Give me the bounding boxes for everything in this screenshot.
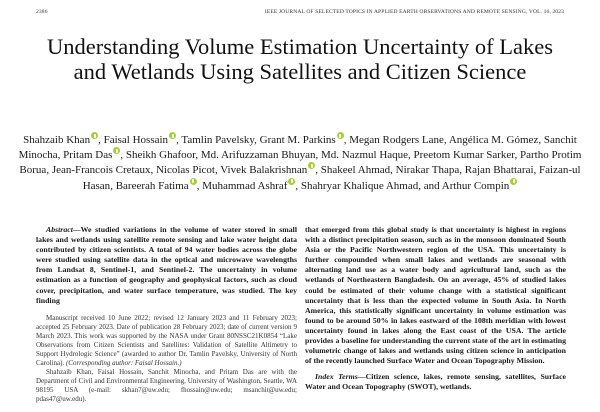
orcid-icon[interactable] — [288, 178, 295, 185]
author-name: Nirakar Thapa — [395, 164, 460, 177]
author-list: Shahzaib Khan , Faisal Hossain , Tamlin Pavelsky, Grant M. Parkins , Megan Rodgers Lane, Angélica M. Gómez, Sanchit Minocha, Pritam Das , Sheikh Ghafoor, Md. Arifuzzaman Bhuyan, Md. Nazmul Haque, Preetom Kumar Sarker, Partho Protim Borua, Jean-Francois Cretaux, Nicolas Picot, Vivek Balakrishnan , Shakeel Ahmad, Nirakar Thapa, Rajan Bhattarai, Faizan-ul Hasan, Bareerah Fatima , Muhammad Ashraf , Shahryar Khalique Ahmad, and Arthur Compin — [18, 134, 582, 192]
orcid-icon[interactable] — [510, 178, 517, 185]
author-name: Muhammad Ashraf — [202, 179, 288, 192]
orcid-icon[interactable] — [169, 132, 176, 139]
author-name: Vivek Balakrishnan — [220, 164, 308, 177]
author-name: Md. Arifuzzaman Bhuyan — [200, 149, 316, 162]
author-name: Rajan Bhattarai — [464, 164, 534, 177]
author-name: Partho Protim Borua — [19, 149, 582, 177]
author-name: Bareerah Fatima — [115, 179, 189, 192]
author-name: Preetom Kumar Sarker — [413, 149, 515, 162]
author-name: Angélica M. Gómez — [448, 134, 539, 146]
author-name: Shahryar Khalique Ahmad — [300, 179, 419, 192]
author-name: Tamlin Pavelsky — [181, 134, 255, 146]
author-name: Arthur Compin — [441, 179, 510, 192]
affiliation-note: Shahzaib Khan, Faisal Hossain, Sanchit Minocha, and Pritam Das are with the Department of Civil and Environmental Engineering, University of Washington, Seattle, WA 98195 USA (e-mail: skhan7@uw.edu; fhossain@uw.edu; msanchit@uw.edu; pdas47@uw.edu). — [36, 367, 297, 403]
author-name: Megan Rodgers Lane — [349, 134, 444, 146]
abstract-label: Abstract — [46, 225, 73, 234]
index-terms: Index Terms—Citizen science, lakes, remote sensing, satellites, Surface Water and Ocean Topography (SWOT), wetlands. — [305, 372, 567, 392]
abstract-left: Abstract—We studied variations in the volume of water stored in small lakes and wetlands using satellite remote sensing and lake water height data contributed by citizen scientists. A total of 94 water bodies across the globe were studied using satellite data in the optical and microwave wavelengths from Landsat 8, Sentinel-1, and Sentinel-2. The uncertainty in volume estimation as a function of geography and geophysical factors, such as cloud cover, precipitation, and water surface temperature, was studied. The key finding — [36, 225, 297, 305]
orcid-icon[interactable] — [113, 147, 120, 154]
author-name: Faisal Hossain — [103, 134, 169, 146]
author-name: Sanchit Minocha — [18, 134, 577, 162]
left-column — [36, 225, 297, 404]
right-column — [305, 225, 566, 393]
orcid-icon[interactable] — [190, 178, 197, 185]
author-name: Jean-Francois Cretaux — [51, 164, 151, 177]
author-name: Grant M. Parkins — [259, 134, 336, 146]
orcid-icon[interactable] — [308, 162, 315, 169]
journal-name: IEEE JOURNAL OF SELECTED TOPICS IN APPLIED EARTH OBSERVATIONS AND REMOTE SENSING, VOL. 16, 2023 — [264, 9, 564, 15]
author-name: Md. Nazmul Haque — [320, 149, 409, 162]
author-name: Faizan-ul Hasan — [82, 164, 581, 192]
orcid-icon[interactable] — [337, 132, 344, 139]
footnote — [36, 314, 297, 404]
orcid-icon[interactable] — [91, 132, 98, 139]
author-name: Sheikh Ghafoor — [125, 149, 196, 162]
author-name: Shahzaib Khan — [23, 134, 91, 146]
abstract-right: that emerged from this global study is that uncertainty is highest in regions with a distinct precipitation season, such as in the monsoon dominated South Asia or the Pacific Northwestern region of the USA. This uncertainty is further compounded when small lakes and wetlands are seasonal with alternating land use as a water body and agricultural land, such as the wetlands of Northeastern Bangladesh. On an average, 45% of studied lakes could be estimated of their volume change with a statistical significant uncertainty that is less than the expected volume in South Asia. In North America, this statistically significant uncertainty in volume estimation was found to be around 50% in lakes eastward of the 108th meridian with lowest uncertainty found in lakes along the East coast of the USA. The article provides a baseline for understanding the current state of the art in estimating volumetric change of lakes and wetlands using citizen science in anticipation of the recently launched Surface Water and Ocean Topography Mission. — [305, 225, 566, 366]
author-name: Shakeel Ahmad — [320, 164, 391, 177]
corresponding-author: (Corresponding author: Faisal Hossain.) — [65, 358, 182, 367]
manuscript-note: Manuscript received 10 June 2022; revised 12 January 2023 and 11 February 2023; accepted 25 February 2023. Date of publication 28 February 2023; date of current version 9 March 2023. This work was supported by the NASA under Grant 80NSSC21K0854 “Lake Observations from Citizen Scientists and Satellites: Validation of Satellite Altimetry to Support Hydrologic Science” (awarded to author Dr. Tamlin Pavelsky, University of North Carolina). (Corresponding author: Faisal Hossain.) — [36, 313, 297, 367]
page-number: 2386 — [36, 9, 48, 15]
paper-title: Understanding Volume Estimation Uncertainty of Lakes and Wetlands Using Satellites and Citizen Science — [47, 34, 553, 84]
author-name: Pritam Das — [63, 149, 113, 162]
author-name: Nicolas Picot — [155, 164, 215, 177]
index-terms-label: Index Terms — [315, 372, 358, 382]
